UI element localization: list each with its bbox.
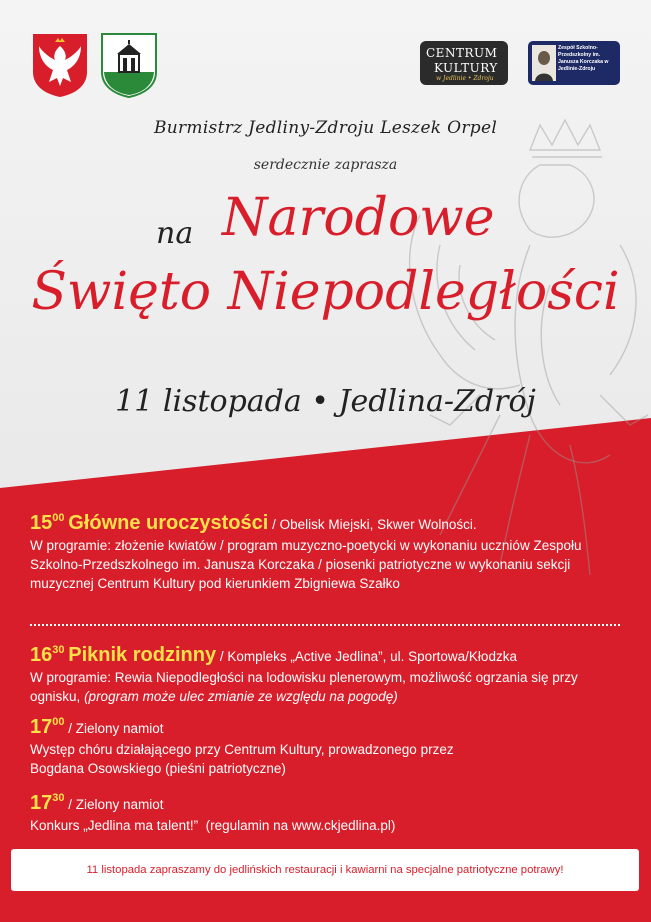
event-3 <box>30 713 630 778</box>
event-3-title <box>30 713 630 738</box>
event-4-time: $17^{30}$ <box>30 792 65 814</box>
event-2-place: / Kompleks „Active Jedlina”, ul. Sportowa/Kłodzka <box>216 649 517 664</box>
date-place: 11 listopada • Jedlina-Zdrój <box>115 384 536 419</box>
event-2-title <box>30 641 630 666</box>
event-1-time: $15^{00}$ <box>30 512 65 534</box>
event-1-title <box>30 509 630 534</box>
school-logo <box>528 41 620 85</box>
event-1-name: Główne uroczystości <box>68 512 269 534</box>
event-4-place: / Zielony namiot <box>64 797 164 812</box>
event-3-time: $17^{00}$ <box>30 716 65 738</box>
title-line1: Narodowe <box>222 188 495 248</box>
host-line: Burmistrz Jedliny-Zdroju Leszek Orpel <box>153 118 498 138</box>
event-3-description: Występ chóru działającego przy Centrum Kultury, prowadzonego przez Bogdana Osowskiego (pieśni patriotyczne) <box>30 742 454 776</box>
event-2 <box>30 641 630 706</box>
event-1-place: / Obelisk Miejski, Skwer Wolności. <box>268 517 477 532</box>
event-4 <box>30 789 630 835</box>
event-2-description-text: W programie: Rewia Niepodległości na lodowisku plenerowym, możliwość ogrzania się przy ognisku, <box>30 670 578 704</box>
centrum-kultury-line3: w Jedlinie • Zdroju <box>436 75 494 82</box>
centrum-kultury-line1: CENTRUM <box>426 46 498 60</box>
title-line2: Święto Niepodległości <box>31 262 620 322</box>
event-4-title <box>30 789 630 814</box>
korczak-portrait-icon <box>532 45 556 81</box>
dotted-separator <box>30 624 620 626</box>
event-1-description: W programie: złożenie kwiatów / program muzyczno-poetycki w wykonaniu uczniów Zespołu Szkolno-Przedszkolnego im. Janusza Korczaka / piosenki patriotyczne w wykonaniu sekcji muzycznej Centrum Kultury pod kierunkiem Zbigniewa Szałko <box>30 538 582 591</box>
event-4-description: Konkurs „Jedlina ma talent!” (regulamin na www.ckjedlina.pl) <box>30 818 396 833</box>
footer-banner: 11 listopada zapraszamy do jedlińskich restauracji i kawiarni na specjalne patriotyczne potrawy! <box>11 849 639 891</box>
event-2-description <box>30 668 630 706</box>
school-name: Zespół Szkolno-Przedszkolny im. Janusza Korczaka w Jedlinie-Zdroju <box>558 45 609 72</box>
town-crest-logo <box>100 32 158 98</box>
event-2-name: Piknik rodzinny <box>68 644 217 666</box>
event-3-place: / Zielony namiot <box>64 721 164 736</box>
centrum-kultury-logo <box>420 41 508 85</box>
event-1 <box>30 509 630 593</box>
title-na: na <box>156 216 194 251</box>
event-2-weather-note: (program może ulec zmianie ze względu na pogodę) <box>84 689 398 704</box>
poland-emblem-logo <box>31 32 89 98</box>
event-2-time: $16^{30}$ <box>30 644 65 666</box>
centrum-kultury-line2: KULTURY <box>434 61 498 75</box>
invite-line: serdecznie zaprasza <box>253 157 398 173</box>
